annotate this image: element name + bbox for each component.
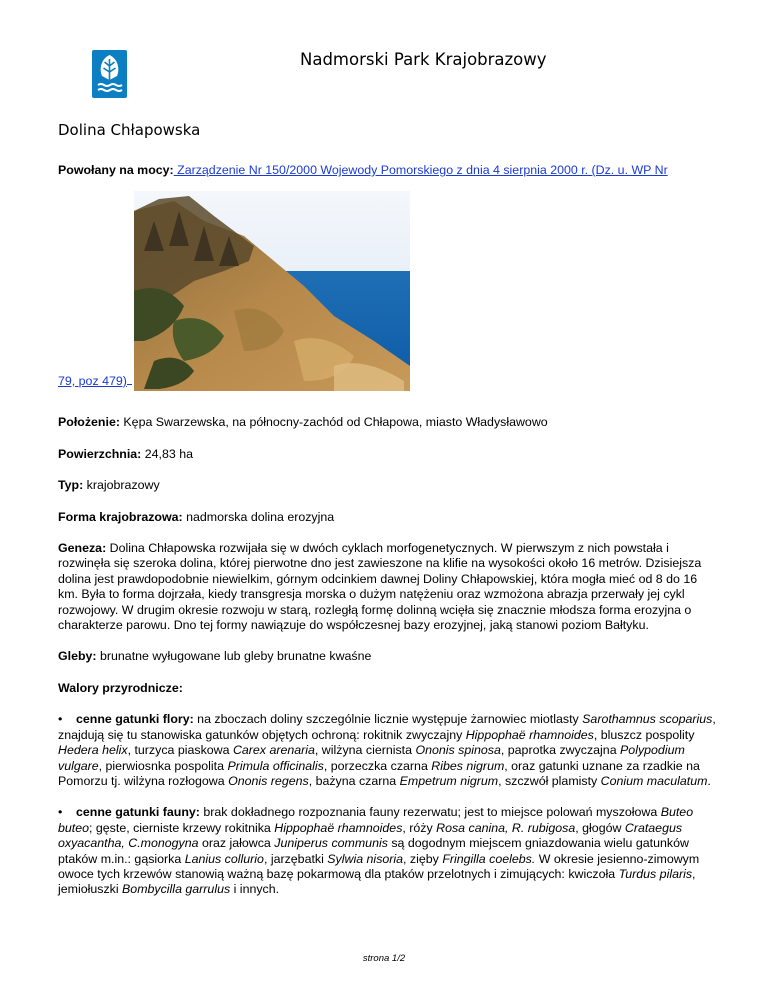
text-segment: , oraz gatunki uznane za rzadkie na Pomorzu tj. wilżyna rozłogowa — [58, 758, 700, 788]
species-name: Bombycilla garrulus — [122, 882, 231, 897]
text-segment: , porzeczka czarna — [323, 758, 432, 773]
species-name: Turdus pilaris — [618, 866, 693, 881]
nature-values-heading — [58, 681, 718, 696]
area — [58, 447, 718, 462]
species-name: Buteo buteo — [58, 805, 694, 835]
species-name: Sarothamnus scoparius — [582, 712, 713, 727]
location-label: Położenie: — [58, 415, 120, 430]
species-name: Hippophaë rhamnoides — [274, 820, 403, 835]
species-name: Rosa canina, R. rubigosa — [436, 820, 576, 835]
landscape-photo — [134, 191, 410, 391]
text-segment: oraz jałowca — [198, 836, 275, 851]
nature-values-label: Walory przyrodnicze: — [58, 680, 183, 695]
site-title: Nadmorski Park Krajobrazowy — [300, 50, 547, 69]
species-name: Hedera helix — [58, 743, 128, 758]
species-name: Empetrum nigrum — [399, 773, 499, 788]
text-segment: , turzyca piaskowa — [127, 743, 233, 758]
area-label: Powierzchnia: — [58, 446, 142, 461]
species-name: Ononis regens — [228, 773, 309, 788]
species-name: Primula officinalis — [227, 758, 324, 773]
text-segment: , głogów — [575, 820, 625, 835]
text-segment: , róży — [402, 820, 437, 835]
text-segment: , jemiołuszki — [58, 866, 696, 897]
type-value: krajobrazowy — [83, 478, 160, 493]
text-segment: na zboczach doliny szczególnie licznie występuje żarnowiec miotlasty — [193, 712, 583, 727]
text-segment: , zięby — [403, 851, 443, 866]
main-content — [58, 163, 718, 914]
fauna-label: cenne gatunki fauny: — [76, 805, 200, 820]
species-name: Conium maculatum — [600, 773, 708, 788]
text-segment: brak dokładnego rozpoznania fauny rezerwatu; jest to miejsce polowań myszołowa — [199, 805, 661, 820]
photo-block — [58, 176, 718, 389]
landform-label: Forma krajobrazowa: — [58, 509, 183, 524]
location — [58, 415, 718, 430]
soils-value: brunatne wyługowane lub gleby brunatne kwaśne — [96, 649, 372, 664]
text-segment: . — [707, 773, 711, 788]
page-title: Dolina Chłapowska — [58, 121, 201, 139]
landform — [58, 510, 718, 525]
genesis — [58, 541, 718, 633]
species-name: Lanius collurio — [184, 851, 264, 866]
bullet-icon: • — [58, 712, 63, 727]
species-name: Polypodium vulgare — [58, 743, 685, 773]
flora-label: cenne gatunki flory: — [76, 712, 194, 727]
species-name: Sylwia nisoria — [327, 851, 404, 866]
text-segment: W okresie jesienno-zimowym owoce tych krzewów stanowią ważną bazę pokarmową dla ptaków przelotnych i zimujących: kwiczoła — [58, 851, 700, 881]
area-value: 24,83 ha — [141, 446, 193, 461]
legal-basis-link[interactable]: Zarządzenie Nr 150/2000 Wojewody Pomorskiego z dnia 4 sierpnia 2000 r. (Dz. u. WP Nr — [173, 163, 668, 177]
genesis-label: Geneza: — [58, 541, 107, 556]
text-segment: , pierwiosnka pospolita — [98, 758, 228, 773]
species-name: Crataegus oxyacantha, C.monogyna — [58, 820, 683, 851]
text-segment: , wilżyna ciernista — [314, 743, 416, 758]
text-segment: , bażyna czarna — [308, 773, 400, 788]
text-segment: , paprotka zwyczajna — [500, 743, 621, 758]
type — [58, 478, 718, 493]
text-segment: ; gęste, cierniste krzewy rokitnika — [89, 820, 275, 835]
legal-basis-label: Powołany na mocy: — [58, 163, 174, 177]
soils — [58, 649, 718, 664]
flora-paragraph — [58, 712, 718, 789]
text-segment: , szczwół plamisty — [498, 773, 601, 788]
species-name: Juniperus communis — [274, 836, 388, 851]
park-logo-icon — [92, 50, 127, 98]
location-value: Kępa Swarzewska, na północny-zachód od Chłapowa, miasto Władysławowo — [119, 415, 548, 430]
soils-label: Gleby: — [58, 649, 97, 664]
species-name: Hippophaë rhamnoides — [465, 727, 594, 742]
text-segment: , jarzębatki — [263, 851, 328, 866]
bullet-icon: • — [58, 805, 63, 820]
landform-value: nadmorska dolina erozyjna — [182, 509, 335, 524]
fauna-paragraph — [58, 805, 718, 897]
type-label: Typ: — [58, 478, 84, 493]
species-name: Ononis spinosa — [415, 743, 501, 758]
species-name: Carex arenaria — [232, 743, 315, 758]
page-number: strona 1/2 — [362, 953, 406, 964]
legal-basis-link-continued[interactable]: 79, poz 479) — [58, 373, 132, 389]
text-segment: , bluszcz pospolity — [593, 727, 695, 742]
genesis-value: Dolina Chłapowska rozwijała się w dwóch cyklach morfogenetycznych. W pierwszym z nich powstała i rozwinęła się szeroka dolina, której pierwotne dno jest zawieszone na klifie na wysokości około 16 metrów. Dzisiejsza dolina jest prawdopodobnie niewielkim, górnym odcinkiem dawnej Doliny Chłapowskiej, która mogła mieć od 8 do 16 km. Była to forma dojrzała, kiedy transgresja morska o dużym natężeniu oraz wzmożona abrazja przerwały jej cykl rozwojowy. W drugim okresie rozwoju w starą, rozległą formę dolinną wcięła się znacznie młodsza forma erozyjna o charakterze parowu. Dno tej formy nawiązuje do współczesnej bazy erozyjnej, jaką stanowi poziom Bałtyku. — [58, 541, 702, 633]
text-segment: i innych. — [230, 882, 280, 897]
text-segment: są dogodnym miejscem gniazdowania wielu gatunków ptaków m.in.: gąsiorka — [58, 836, 689, 866]
species-name: Ribes nigrum — [431, 758, 505, 773]
species-name: Fringilla coelebs. — [442, 851, 536, 866]
text-segment: , znajdują się tu stanowiska gatunków objętych ochroną: rokitnik zwyczajny — [58, 712, 716, 742]
